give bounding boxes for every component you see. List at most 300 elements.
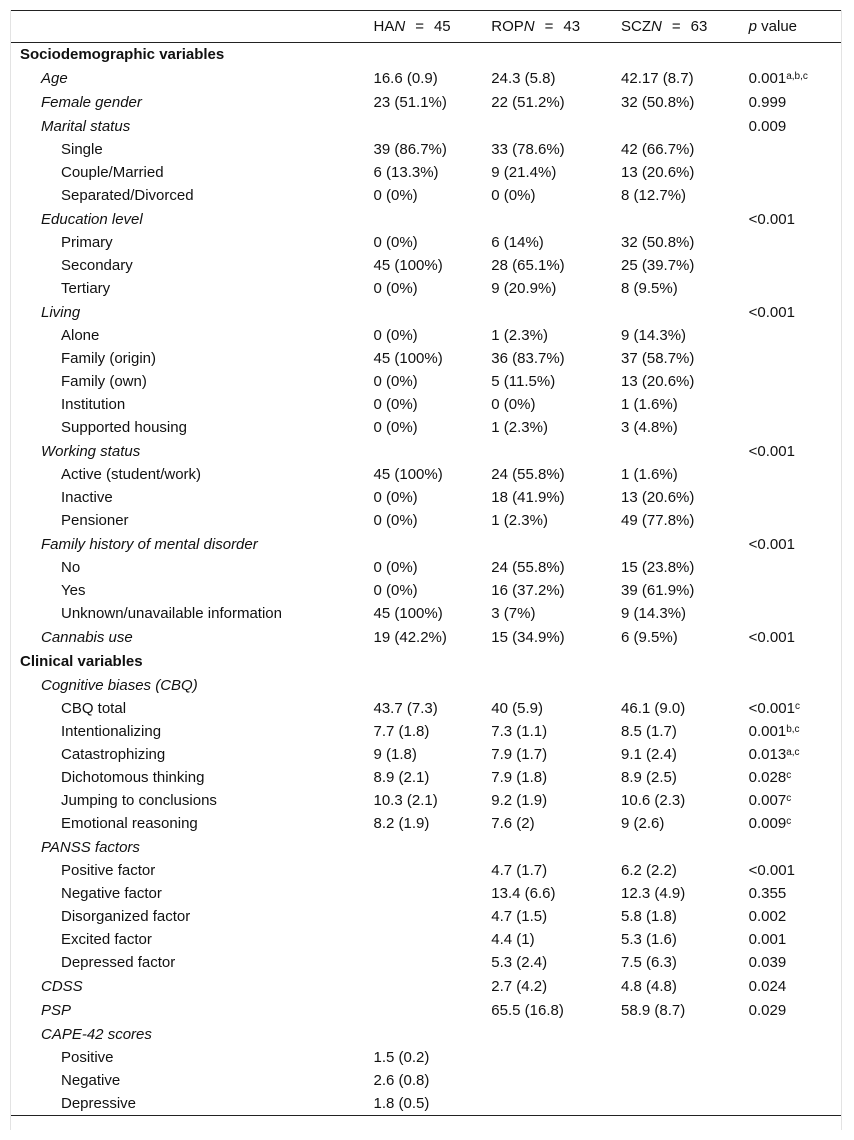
cell-rop (491, 1070, 621, 1093)
cell-ha: 45 (100%) (373, 350, 443, 367)
cell-ha: 0 (0%) (373, 559, 418, 576)
cell-scz: 5.8 (1.8) (621, 908, 677, 925)
p-footnote-marker: c (794, 701, 800, 712)
row-label: Family (origin) (61, 350, 157, 367)
cell-rop: 5 (11.5%) (491, 373, 556, 390)
group-n-symbol: N (394, 17, 406, 35)
table-body (11, 43, 841, 1116)
cell-rop: 24 (55.8%) (491, 559, 565, 576)
cell-p-value (749, 464, 841, 487)
row-label: Negative factor (61, 885, 162, 902)
category-row (11, 790, 841, 813)
p-footnote-marker: c (786, 770, 792, 781)
cell-scz (621, 1093, 749, 1116)
header-p-value (749, 11, 841, 43)
cell-rop: 24.3 (5.8) (491, 69, 556, 87)
cell-rop: 16 (37.2%) (491, 582, 565, 599)
cell-p-value (749, 301, 841, 325)
cell-rop: 40 (5.9) (491, 700, 543, 717)
cell-p-value (749, 371, 841, 394)
cell-scz (621, 1047, 749, 1070)
cell-p-value (749, 533, 841, 557)
cell-ha (374, 1023, 492, 1047)
cell-ha (374, 43, 492, 67)
cell-scz: 3 (4.8%) (621, 419, 678, 436)
header-group-rop (491, 11, 621, 43)
cell-p-value (749, 698, 841, 721)
group-eq: = (415, 17, 424, 35)
cell-ha: 1.5 (0.2) (373, 1049, 430, 1066)
group-eq: = (544, 17, 554, 35)
cell-scz: 7.5 (6.3) (621, 954, 677, 971)
cell-ha: 0 (0%) (373, 187, 418, 204)
group-n-symbol: N (651, 17, 662, 35)
group-n: 63 (690, 17, 708, 35)
cell-ha (374, 975, 492, 999)
cell-ha: 6 (13.3%) (373, 164, 439, 181)
cell-rop (491, 674, 621, 698)
cell-scz (621, 836, 749, 860)
category-row (11, 860, 841, 883)
cell-rop (491, 533, 621, 557)
cell-ha (374, 883, 492, 906)
cell-ha: 39 (86.7%) (373, 141, 447, 158)
cell-scz: 12.3 (4.9) (621, 885, 686, 902)
row-label: Dichotomous thinking (61, 769, 205, 786)
row-label: Secondary (61, 257, 133, 274)
cell-ha: 8.2 (1.9) (373, 815, 430, 832)
cell-p-value (749, 417, 841, 440)
category-row (11, 580, 841, 603)
cell-p-value (749, 1023, 841, 1047)
cell-rop (491, 115, 621, 139)
row-label: Catastrophizing (61, 746, 166, 763)
group-eq: = (671, 17, 681, 35)
cell-scz: 42 (66.7%) (621, 141, 695, 158)
cell-ha (374, 860, 492, 883)
cell-rop (491, 208, 621, 232)
cell-p-value (749, 813, 841, 836)
cell-scz: 8.5 (1.7) (621, 723, 677, 740)
cell-scz: 4.8 (4.8) (621, 977, 677, 995)
cell-rop: 9 (20.9%) (491, 280, 557, 297)
row-label: No (61, 559, 81, 576)
cell-p-value (749, 91, 841, 115)
p-value: <0.001 (748, 700, 795, 717)
cell-ha: 19 (42.2%) (373, 628, 447, 646)
group-name: HA (373, 17, 395, 35)
p-value: <0.001 (748, 210, 795, 228)
row-label: Cannabis use (41, 628, 133, 646)
cell-scz: 37 (58.7%) (621, 350, 695, 367)
cell-rop: 36 (83.7%) (491, 350, 565, 367)
category-row (11, 139, 841, 162)
row-label: Unknown/unavailable information (61, 605, 282, 622)
cell-ha: 45 (100%) (373, 257, 443, 274)
p-value: 0.013 (748, 746, 787, 763)
p-value: 0.009 (748, 117, 787, 135)
p-value: 0.001 (748, 69, 787, 87)
category-row (11, 1070, 841, 1093)
cell-scz: 15 (23.8%) (621, 559, 695, 576)
group-n: 45 (433, 17, 451, 35)
p-value: <0.001 (748, 535, 795, 553)
variable-row (11, 115, 841, 139)
category-row (11, 744, 841, 767)
row-label: Depressed factor (61, 954, 176, 971)
category-row (11, 371, 841, 394)
cell-scz: 6.2 (2.2) (621, 862, 677, 879)
cell-p-value (749, 67, 841, 91)
row-label: Jumping to conclusions (61, 792, 217, 809)
cell-ha (374, 115, 492, 139)
cell-ha: 0 (0%) (373, 396, 418, 413)
cell-rop (491, 650, 621, 674)
p-value: 0.039 (748, 954, 787, 971)
cell-ha: 0 (0%) (373, 489, 418, 506)
cell-p-value (749, 139, 841, 162)
p-footnote-marker: c (786, 793, 792, 804)
cell-rop: 4.4 (1) (491, 931, 535, 948)
cell-rop: 5.3 (2.4) (491, 954, 548, 971)
cell-scz: 9 (2.6) (621, 815, 665, 832)
cell-rop (491, 1023, 621, 1047)
cell-scz: 9.1 (2.4) (621, 746, 677, 763)
cell-p-value (749, 790, 841, 813)
cell-p-value (749, 674, 841, 698)
row-label: Education level (41, 210, 143, 228)
row-label: CAPE-42 scores (41, 1025, 152, 1043)
cell-ha (374, 440, 492, 464)
row-label: Excited factor (61, 931, 152, 948)
cell-p-value (749, 115, 841, 139)
cell-rop: 2.7 (4.2) (491, 977, 548, 995)
group-name: ROP (491, 17, 524, 35)
cell-rop: 22 (51.2%) (491, 93, 565, 111)
cell-rop: 7.9 (1.7) (491, 746, 548, 763)
cell-rop: 9.2 (1.9) (491, 792, 548, 809)
variable-row (11, 440, 841, 464)
cell-scz (621, 115, 749, 139)
header-group-scz (621, 11, 749, 43)
cell-rop: 0 (0%) (491, 396, 536, 413)
cell-ha (374, 836, 492, 860)
cell-scz: 25 (39.7%) (621, 257, 695, 274)
cell-p-value (749, 860, 841, 883)
cell-ha (374, 952, 492, 975)
cell-rop: 7.9 (1.8) (491, 769, 548, 786)
variable-row (11, 301, 841, 325)
cell-ha: 16.6 (0.9) (373, 69, 438, 87)
p-value: 0.029 (748, 1001, 787, 1019)
cell-rop (491, 440, 621, 464)
cell-ha: 0 (0%) (373, 582, 418, 599)
cell-scz: 13 (20.6%) (621, 373, 695, 390)
row-label: Tertiary (61, 280, 111, 297)
cell-p-value (749, 836, 841, 860)
cell-ha: 23 (51.1%) (373, 93, 447, 111)
row-label: Negative (61, 1072, 121, 1089)
category-row (11, 1093, 841, 1116)
cell-ha: 1.8 (0.5) (374, 1093, 492, 1116)
cell-ha: 7.7 (1.8) (373, 723, 430, 740)
variable-row (11, 975, 841, 999)
cell-p-value (749, 999, 841, 1023)
cell-scz: 5.3 (1.6) (621, 931, 677, 948)
p-value: <0.001 (748, 628, 795, 646)
category-row (11, 603, 841, 626)
cell-ha (374, 533, 492, 557)
row-label: Inactive (61, 489, 113, 506)
comparison-table (11, 10, 841, 1116)
category-row (11, 557, 841, 580)
category-row (11, 162, 841, 185)
cell-scz: 13 (20.6%) (621, 164, 695, 181)
category-row (11, 185, 841, 208)
cell-rop: 9 (21.4%) (491, 164, 557, 181)
section-header-row (11, 650, 841, 674)
row-label: Active (student/work) (61, 466, 202, 483)
row-label: Positive (61, 1049, 114, 1066)
cell-p-value (749, 975, 841, 999)
category-row (11, 278, 841, 301)
cell-p-value (749, 255, 841, 278)
cell-ha: 2.6 (0.8) (373, 1072, 430, 1089)
p-label: value (757, 17, 798, 35)
row-label: Alone (61, 327, 100, 344)
variable-row (11, 626, 841, 650)
cell-p-value (749, 440, 841, 464)
cell-ha: 0 (0%) (373, 327, 418, 344)
p-value: <0.001 (748, 303, 795, 321)
row-label: Age (41, 69, 68, 87)
cell-scz: 49 (77.8%) (621, 512, 695, 529)
p-footnote-marker: c (786, 816, 792, 827)
cell-p-value (749, 557, 841, 580)
cell-ha (374, 208, 492, 232)
row-label: Female gender (41, 93, 142, 111)
category-row (11, 348, 841, 371)
p-footnote-marker: a,c (786, 747, 800, 758)
cell-ha: 0 (0%) (373, 512, 418, 529)
cell-scz (621, 301, 749, 325)
cell-scz (621, 533, 749, 557)
cell-p-value (749, 626, 841, 650)
p-footnote-marker: a,b,c (786, 70, 808, 82)
cell-scz: 46.1 (9.0) (621, 700, 686, 717)
cell-p-value (749, 487, 841, 510)
row-label: Living (41, 303, 81, 321)
cell-rop: 24 (55.8%) (491, 466, 565, 483)
cell-rop: 4.7 (1.5) (491, 908, 548, 925)
row-label: Couple/Married (61, 164, 164, 181)
cell-p-value (749, 952, 841, 975)
cell-rop (491, 301, 621, 325)
category-row (11, 417, 841, 440)
category-row (11, 255, 841, 278)
cell-ha: 10.3 (2.1) (373, 792, 438, 809)
cell-p-value (749, 721, 841, 744)
cell-ha (374, 906, 492, 929)
p-footnote-marker: b,c (786, 724, 800, 735)
cell-rop: 0 (0%) (491, 187, 536, 204)
cell-rop (491, 836, 621, 860)
row-label: Disorganized factor (61, 908, 191, 925)
cell-scz (621, 208, 749, 232)
row-label: Working status (41, 442, 141, 460)
cell-p-value (749, 510, 841, 533)
cell-ha: 8.9 (2.1) (373, 769, 430, 786)
cell-rop: 18 (41.9%) (491, 489, 565, 506)
row-label: Depressive (11, 1093, 374, 1116)
p-value: 0.999 (748, 93, 787, 111)
cell-rop: 6 (14%) (491, 234, 544, 251)
row-label: Cognitive biases (CBQ) (41, 676, 198, 694)
cell-rop: 13.4 (6.6) (491, 885, 556, 902)
cell-p-value (749, 603, 841, 626)
cell-scz: 10.6 (2.3) (621, 792, 686, 809)
row-label: CBQ total (61, 700, 127, 717)
cell-rop (491, 43, 621, 67)
row-label: Institution (61, 396, 126, 413)
variable-row (11, 836, 841, 860)
cell-p-value (749, 208, 841, 232)
category-row (11, 721, 841, 744)
row-label: Family history of mental disorder (41, 535, 258, 553)
p-value: 0.024 (748, 977, 787, 995)
cell-ha: 45 (100%) (373, 605, 443, 622)
p-value: 0.002 (748, 908, 787, 925)
cell-p-value (749, 162, 841, 185)
cell-scz: 42.17 (8.7) (621, 69, 694, 87)
cell-scz: 39 (61.9%) (621, 582, 695, 599)
cell-scz: 9 (14.3%) (621, 327, 687, 344)
cell-ha: 9 (1.8) (373, 746, 417, 763)
row-label: CDSS (41, 977, 83, 995)
cell-scz: 1 (1.6%) (621, 396, 678, 413)
cell-scz: 13 (20.6%) (621, 489, 695, 506)
cell-p-value (749, 1093, 841, 1116)
p-value: 0.355 (748, 885, 787, 902)
cell-p-value (749, 1070, 841, 1093)
header-row-label (11, 11, 374, 43)
cell-rop (491, 1093, 621, 1116)
category-row (11, 232, 841, 255)
cell-rop: 7.6 (2) (491, 815, 535, 832)
row-label: Yes (61, 582, 86, 599)
cell-rop: 28 (65.1%) (491, 257, 565, 274)
cell-scz: 32 (50.8%) (621, 93, 695, 111)
cell-ha: 45 (100%) (373, 466, 443, 483)
variable-row (11, 67, 841, 91)
p-value: 0.001 (748, 931, 787, 948)
cell-scz: 8 (9.5%) (621, 280, 678, 297)
row-label: Marital status (41, 117, 131, 135)
row-label: Primary (61, 234, 113, 251)
cell-p-value (749, 650, 841, 674)
row-label: Intentionalizing (61, 723, 162, 740)
row-label: Pensioner (61, 512, 129, 529)
category-row (11, 767, 841, 790)
cell-p-value (749, 744, 841, 767)
cell-p-value (749, 906, 841, 929)
cell-rop: 7.3 (1.1) (491, 723, 548, 740)
table-header-row (11, 11, 841, 43)
variable-row (11, 208, 841, 232)
cell-ha (374, 301, 492, 325)
cell-rop: 1 (2.3%) (491, 512, 548, 529)
cell-scz: 1 (1.6%) (621, 466, 678, 483)
cell-p-value (749, 929, 841, 952)
cell-scz (621, 43, 749, 67)
group-name: SCZ (621, 17, 652, 35)
cell-ha: 0 (0%) (373, 373, 418, 390)
row-label: Emotional reasoning (61, 815, 198, 832)
p-value: 0.007 (748, 792, 787, 809)
cell-rop: 33 (78.6%) (491, 141, 565, 158)
cell-ha (374, 674, 492, 698)
group-n-symbol: N (523, 17, 535, 35)
category-row (11, 813, 841, 836)
cell-rop: 65.5 (16.8) (491, 1001, 564, 1019)
cell-ha: 43.7 (7.3) (373, 700, 438, 717)
cell-rop: 4.7 (1.7) (491, 862, 548, 879)
cell-ha (374, 650, 492, 674)
cell-p-value (749, 1047, 841, 1070)
category-row (11, 883, 841, 906)
cell-p-value (749, 43, 841, 67)
section-header-row (11, 43, 841, 67)
variable-row (11, 999, 841, 1023)
variable-row (11, 533, 841, 557)
cell-p-value (749, 348, 841, 371)
p-value: <0.001 (748, 862, 795, 879)
category-row (11, 952, 841, 975)
cell-scz: 8.9 (2.5) (621, 769, 677, 786)
cell-scz (621, 650, 749, 674)
cell-ha: 0 (0%) (373, 280, 418, 297)
category-row (11, 394, 841, 417)
p-value: 0.001 (748, 723, 787, 740)
row-label: PANSS factors (41, 838, 140, 856)
variable-row (11, 674, 841, 698)
group-n: 43 (563, 17, 581, 35)
cell-ha (374, 929, 492, 952)
cell-p-value (749, 185, 841, 208)
cell-p-value (749, 232, 841, 255)
category-row (11, 510, 841, 533)
p-value: 0.009 (748, 815, 787, 832)
p-value: 0.028 (748, 769, 787, 786)
cell-ha: 0 (0%) (373, 419, 418, 436)
cell-p-value (749, 325, 841, 348)
cell-p-value (749, 767, 841, 790)
row-label: Clinical variables (20, 652, 143, 670)
p-value: <0.001 (748, 442, 795, 460)
cell-scz: 58.9 (8.7) (621, 1001, 686, 1019)
row-label: Family (own) (61, 373, 147, 390)
cell-scz (621, 440, 749, 464)
cell-p-value (749, 278, 841, 301)
cell-ha (374, 999, 492, 1023)
cell-scz: 9 (14.3%) (621, 605, 687, 622)
category-row (11, 1047, 841, 1070)
cell-rop (491, 1047, 621, 1070)
cell-rop: 15 (34.9%) (491, 628, 565, 646)
category-row (11, 929, 841, 952)
category-row (11, 325, 841, 348)
cell-rop: 3 (7%) (491, 605, 536, 622)
